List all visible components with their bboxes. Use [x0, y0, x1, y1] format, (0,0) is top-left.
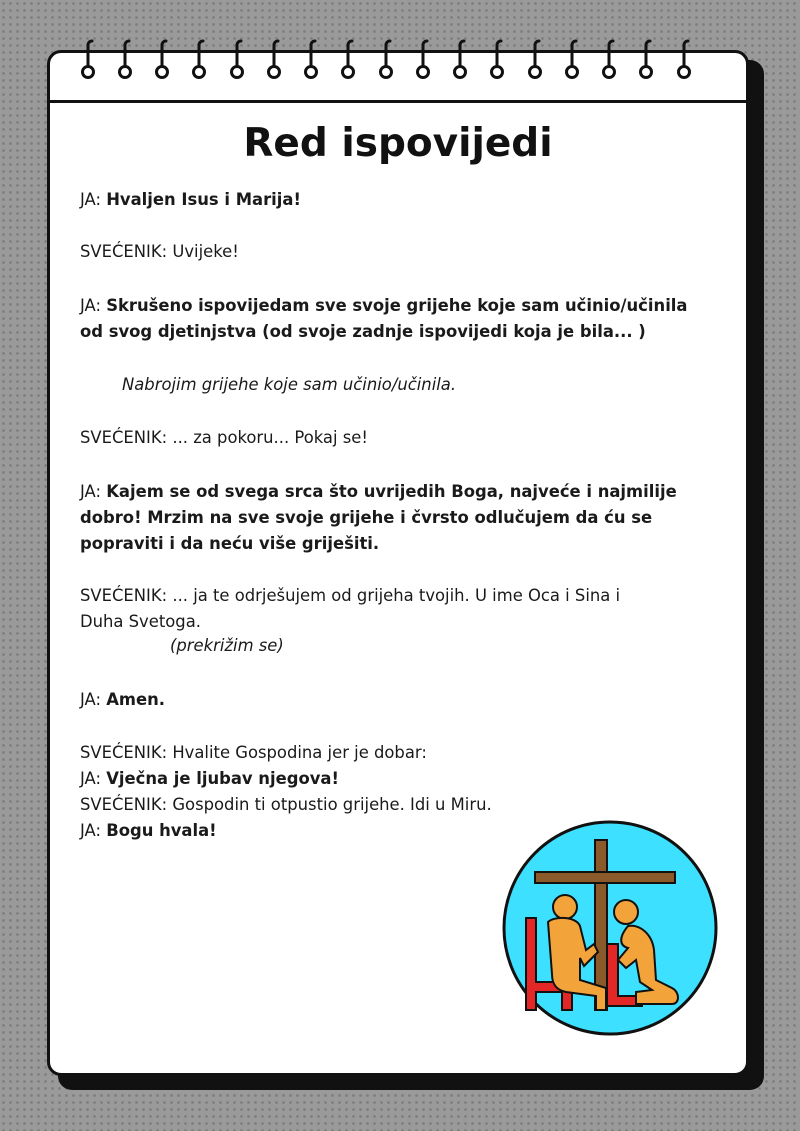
- ja-text: Vječna je ljubav njegova!: [106, 769, 339, 788]
- line-4-instruction: [122, 373, 456, 397]
- line-3b: [80, 320, 646, 344]
- binding-ring-icon: [81, 39, 95, 85]
- binding-ring-icon: [341, 39, 355, 85]
- ja-text: Kajem se od svega srca što uvrijedih Boga, najveće i najmilije: [106, 482, 677, 501]
- binding-ring-icon: [416, 39, 430, 85]
- speaker-ja: JA:: [80, 482, 107, 501]
- binding-ring-icon: [230, 39, 244, 85]
- line-7b: [80, 610, 201, 634]
- ja-text: Skrušeno ispovijedam sve svoje grijehe koje sam učinio/učinila: [106, 296, 688, 315]
- ja-text: Hvaljen Isus i Marija!: [106, 190, 301, 209]
- line-6c: [80, 532, 379, 556]
- binding-ring-icon: [490, 39, 504, 85]
- line-6a: [80, 480, 677, 504]
- binding-line: [50, 100, 746, 103]
- line-1: [80, 188, 301, 212]
- binding-ring-icon: [118, 39, 132, 85]
- ja-text: Amen.: [106, 690, 165, 709]
- binding-ring-icon: [528, 39, 542, 85]
- svecenik-text: Uvijeke!: [172, 242, 239, 261]
- ja-text: Bogu hvala!: [106, 821, 217, 840]
- instruction-text: (prekrižim se): [170, 636, 284, 655]
- binding-ring-icon: [602, 39, 616, 85]
- line-9: [80, 741, 427, 765]
- instruction-text: Nabrojim grijehe koje sam učinio/učinila.: [122, 375, 457, 394]
- line-3a: [80, 294, 688, 318]
- speaker-svecenik: SVEĆENIK:: [80, 795, 173, 814]
- cross-horizontal: [535, 872, 675, 883]
- speaker-svecenik: SVEĆENIK:: [80, 242, 173, 261]
- binding-ring-icon: [267, 39, 281, 85]
- speaker-ja: JA:: [80, 821, 107, 840]
- binding-ring-icon: [304, 39, 318, 85]
- binding-ring-icon: [192, 39, 206, 85]
- line-5: [80, 426, 368, 450]
- ja-text: od svog djetinjstva (od svoje zadnje ispovijedi koja je bila... ): [80, 322, 646, 341]
- binding-ring-icon: [155, 39, 169, 85]
- penitent-head: [614, 900, 638, 924]
- line-8: [80, 688, 165, 712]
- page-title: Red ispovijedi: [243, 121, 553, 166]
- svecenik-text: Gospodin ti otpustio grijehe. Idi u Miru.: [172, 795, 492, 814]
- speaker-ja: JA:: [80, 296, 107, 315]
- binding-ring-icon: [639, 39, 653, 85]
- speaker-ja: JA:: [80, 190, 107, 209]
- line-12: [80, 819, 217, 843]
- speaker-svecenik: SVEĆENIK:: [80, 743, 173, 762]
- speaker-svecenik: SVEĆENIK:: [80, 428, 173, 447]
- priest-head: [553, 895, 577, 919]
- speaker-ja: JA:: [80, 690, 107, 709]
- svecenik-text: Hvalite Gospodina jer je dobar:: [172, 743, 427, 762]
- binding-ring-icon: [565, 39, 579, 85]
- speaker-svecenik: SVEĆENIK:: [80, 586, 173, 605]
- binding-ring-icon: [677, 39, 691, 85]
- line-6b: [80, 506, 652, 530]
- speaker-ja: JA:: [80, 769, 107, 788]
- line-10: [80, 767, 339, 791]
- confession-logo-icon: [500, 818, 720, 1038]
- ja-text: popraviti i da neću više griješiti.: [80, 534, 380, 553]
- svecenik-text: ... za pokoru... Pokaj se!: [172, 428, 368, 447]
- line-11: [80, 793, 492, 817]
- line-7c-instruction: [170, 634, 284, 658]
- ja-text: dobro! Mrzim na sve svoje grijehe i čvrsto odlučujem da ću se: [80, 508, 653, 527]
- svecenik-text: Duha Svetoga.: [80, 612, 201, 631]
- line-2: [80, 240, 239, 264]
- svecenik-text: ... ja te odrješujem od grijeha tvojih. U ime Oca i Sina i: [172, 586, 621, 605]
- binding-ring-icon: [379, 39, 393, 85]
- line-7a: [80, 584, 620, 608]
- binding-ring-icon: [453, 39, 467, 85]
